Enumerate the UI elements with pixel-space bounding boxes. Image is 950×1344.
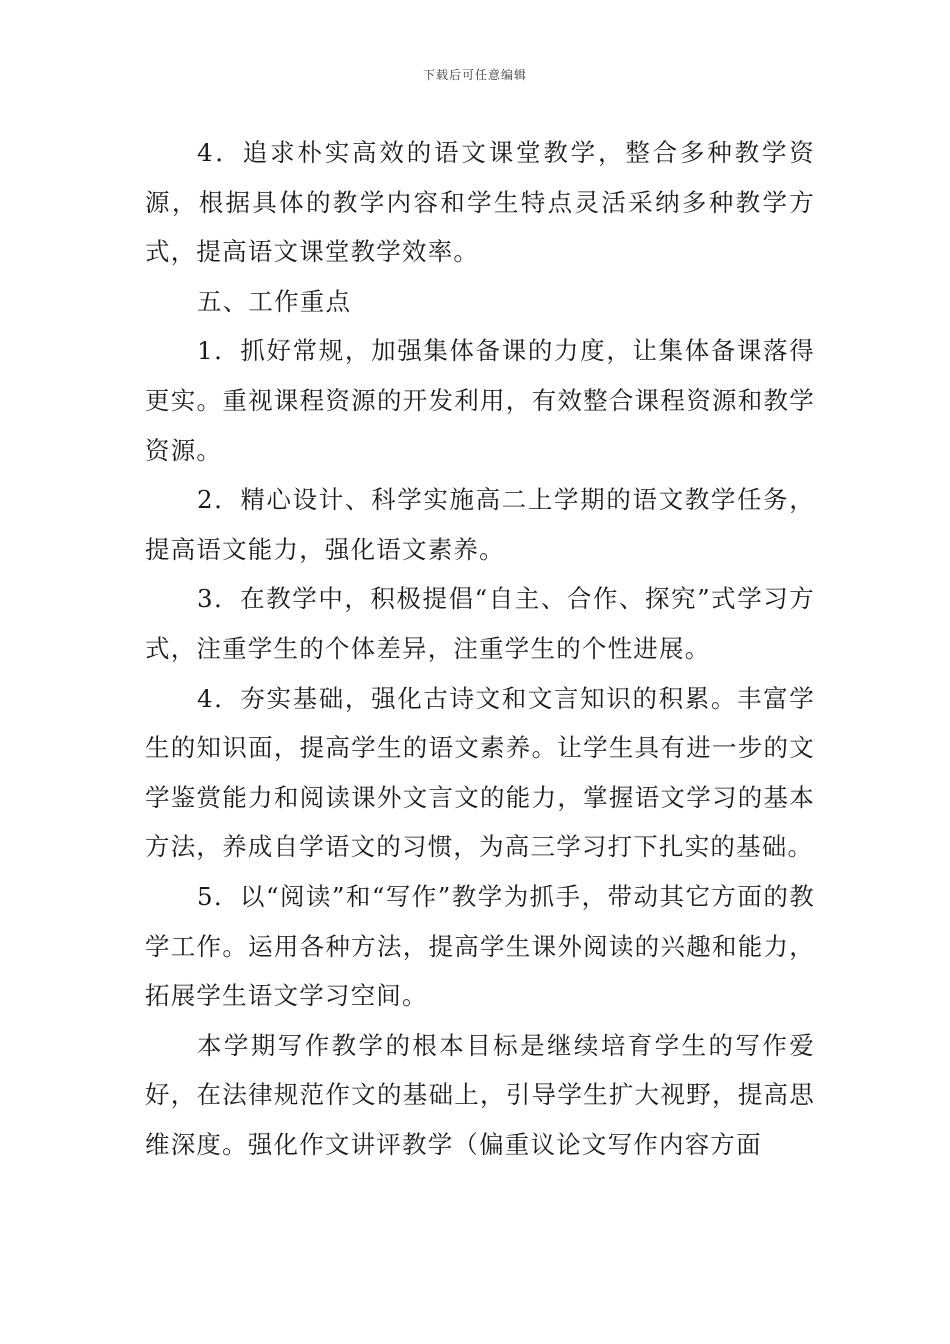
section-heading-work-focus: 五、工作重点: [197, 286, 352, 316]
paragraph-focus-2: 2．精心设计、科学实施高二上学期的语文教学任务，提高语文能力，强化语文素养。: [145, 485, 815, 564]
paragraph-writing-goal: 本学期写作教学的根本目标是继续培育学生的写作爱好，在法律规范作文的基础上，引导学生扩大视野，提高思维深度。强化作文讲评教学（偏重议论文写作内容方面: [145, 1030, 815, 1159]
page-header-note: 下载后可任意编辑: [422, 68, 527, 82]
paragraph-focus-5: 5．以“阅读”和“写作”教学为抓手，带动其它方面的教学工作。运用各种方法，提高学生课外阅读的兴趣和能力，拓展学生语文学习空间。: [145, 881, 815, 1011]
paragraph-focus-4: 4．夯实基础，强化古诗文和文言知识的积累。丰富学生的知识面，提高学生的语文素养。让学生具有进一步的文学鉴赏能力和阅读课外文言文的能力，掌握语文学习的基本方法，养成自学语文的习惯，为高三学习打下扎实的基础。: [145, 683, 815, 862]
paragraph-focus-1: 1．抓好常规，加强集体备课的力度，让集体备课落得更实。重视课程资源的开发利用，有效整合课程资源和教学资源。: [145, 336, 815, 465]
paragraph-focus-3: 3．在教学中，积极提倡“自主、合作、探究”式学习方式，注重学生的个体差异，注重学生的个性进展。: [145, 584, 815, 663]
document-body: [145, 128, 815, 1169]
paragraph-item-4-teaching-efficiency: 4．追求朴实高效的语文课堂教学，整合多种教学资源，根据具体的教学内容和学生特点灵活采纳多种教学方式，提高语文课堂教学效率。: [145, 138, 815, 267]
